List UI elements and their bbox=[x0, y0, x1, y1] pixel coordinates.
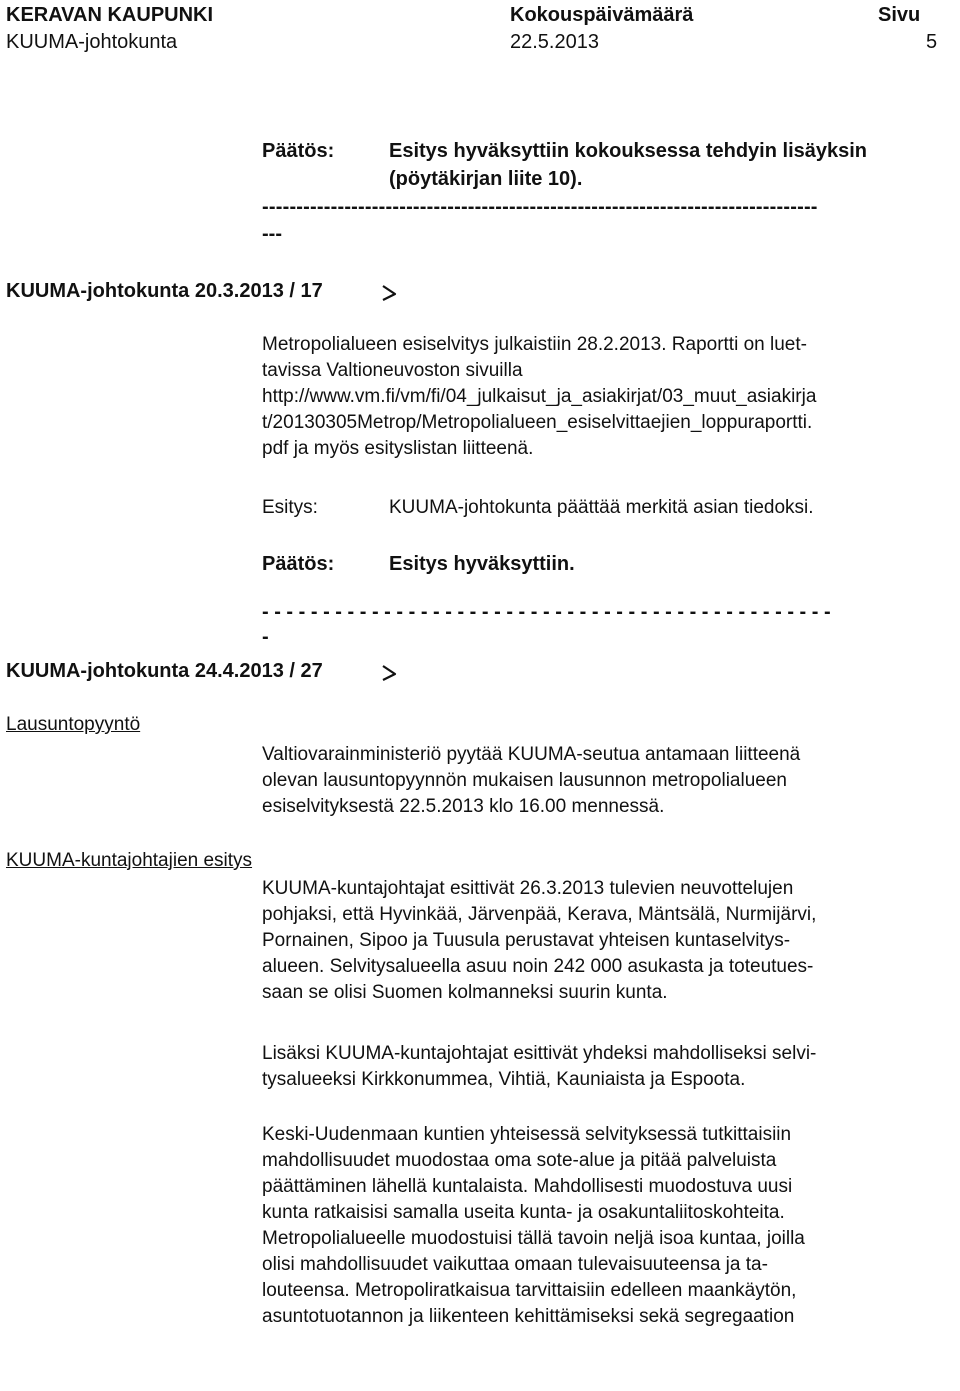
text-line: Pornainen, Sipoo ja Tuusula perustavat yhteisen kuntaselvitys- bbox=[262, 930, 791, 951]
text-line: olisi mahdollisuudet vaikuttaa omaan tulevaisuuteensa ja ta- bbox=[262, 1254, 768, 1275]
text-line: kunta ratkaisisi samalla useita kunta- ja osakuntaliitoskohteita. bbox=[262, 1202, 785, 1223]
section-heading: KUUMA-johtokunta 20.3.2013 / 17 bbox=[6, 280, 323, 302]
decision-text: Esitys hyväksyttiin kokouksessa tehdyin lisäyksin bbox=[389, 140, 868, 162]
text-line: pdf ja myös esityslistan liitteenä. bbox=[262, 438, 534, 459]
org-name: KERAVAN KAUPUNKI bbox=[6, 4, 214, 26]
meeting-date: 22.5.2013 bbox=[510, 31, 599, 53]
decision-text-cont: (pöytäkirjan liite 10). bbox=[389, 168, 583, 190]
decision-label: Päätös: bbox=[262, 553, 335, 575]
separator-line: --------------------------------------------------------------------------------- bbox=[262, 196, 818, 218]
text-line: tysalueeksi Kirkkonummea, Vihtiä, Kauniaista ja Espoota. bbox=[262, 1069, 746, 1090]
report-link-cont[interactable]: t/20130305Metrop/Metropolialueen_esiselvittaejien_loppuraportti. bbox=[262, 412, 813, 433]
text-line: esiselvityksestä 22.5.2013 klo 16.00 mennessä. bbox=[262, 796, 665, 817]
page-label: Sivu bbox=[878, 4, 921, 26]
text-line: olevan lausuntopyynnön mukaisen lausunnon metropolialueen bbox=[262, 770, 787, 791]
proposal-label: Esitys: bbox=[262, 497, 318, 518]
body-name: KUUMA-johtokunta bbox=[6, 31, 178, 53]
text-line: asuntotuotannon ja liikenteen kehittämiseksi sekä segregaation bbox=[262, 1306, 795, 1327]
subheading: Lausuntopyyntö bbox=[6, 714, 141, 735]
proposal-paragraph-1 bbox=[262, 876, 816, 1006]
text-line: alueen. Selvitysalueella asuu noin 242 000 asukasta ja toteutues- bbox=[262, 956, 814, 977]
text-line: Metropolialueelle muodostuisi tällä tavoin neljä isoa kuntaa, joilla bbox=[262, 1228, 805, 1249]
separator-line-end: - bbox=[262, 626, 269, 648]
page-number: 5 bbox=[926, 31, 938, 53]
proposal-paragraph-2 bbox=[262, 1041, 816, 1093]
separator-line-end: --- bbox=[262, 223, 282, 245]
edit-mark-icon bbox=[380, 664, 398, 682]
text-line: saan se olisi Suomen kolmanneksi suurin kunta. bbox=[262, 982, 668, 1003]
decision-label: Päätös: bbox=[262, 140, 335, 162]
text-line: Metropolialueen esiselvitys julkaistiin 28.2.2013. Raportti on luet- bbox=[262, 334, 807, 355]
subheading: KUUMA-kuntajohtajien esitys bbox=[6, 850, 253, 871]
proposal-paragraph-3 bbox=[262, 1122, 805, 1330]
text-line: pohjaksi, että Hyvinkää, Järvenpää, Kerava, Mäntsälä, Nurmijärvi, bbox=[262, 904, 817, 925]
text-line: KUUMA-kuntajohtajat esittivät 26.3.2013 tulevien neuvottelujen bbox=[262, 878, 794, 899]
text-line: Lisäksi KUUMA-kuntajohtajat esittivät yhdeksi mahdolliseksi selvi- bbox=[262, 1043, 817, 1064]
section-heading: KUUMA-johtokunta 24.4.2013 / 27 bbox=[6, 660, 323, 682]
text-line: mahdollisuudet muodostaa oma sote-alue ja pitää palveluista bbox=[262, 1150, 777, 1171]
edit-mark-icon bbox=[380, 284, 398, 302]
text-line: louteensa. Metropoliratkaisua tarvittaisiin edelleen maankäytön, bbox=[262, 1280, 797, 1301]
separator-line: - - - - - - - - - - - - - - - - - - - - - - - - - - - - - - - - - - - - - - - - - - - - - - - bbox=[262, 601, 831, 623]
text-line: Keski-Uudenmaan kuntien yhteisessä selvityksessä tutkittaisiin bbox=[262, 1124, 792, 1145]
text-line: päättäminen lähellä kuntalaista. Mahdollisesti muodostuva uusi bbox=[262, 1176, 793, 1197]
text-line: Valtiovarainministeriö pyytää KUUMA-seutua antamaan liitteenä bbox=[262, 744, 801, 765]
text-line: tavissa Valtioneuvoston sivuilla bbox=[262, 360, 523, 381]
report-link[interactable]: http://www.vm.fi/vm/fi/04_julkaisut_ja_asiakirjat/03_muut_asiakirja bbox=[262, 386, 817, 407]
item27-text bbox=[262, 742, 800, 820]
decision-text: Esitys hyväksyttiin. bbox=[389, 553, 575, 575]
item17-text bbox=[262, 332, 816, 462]
date-label: Kokouspäivämäärä bbox=[510, 4, 694, 26]
proposal-text: KUUMA-johtokunta päättää merkitä asian tiedoksi. bbox=[389, 497, 814, 518]
